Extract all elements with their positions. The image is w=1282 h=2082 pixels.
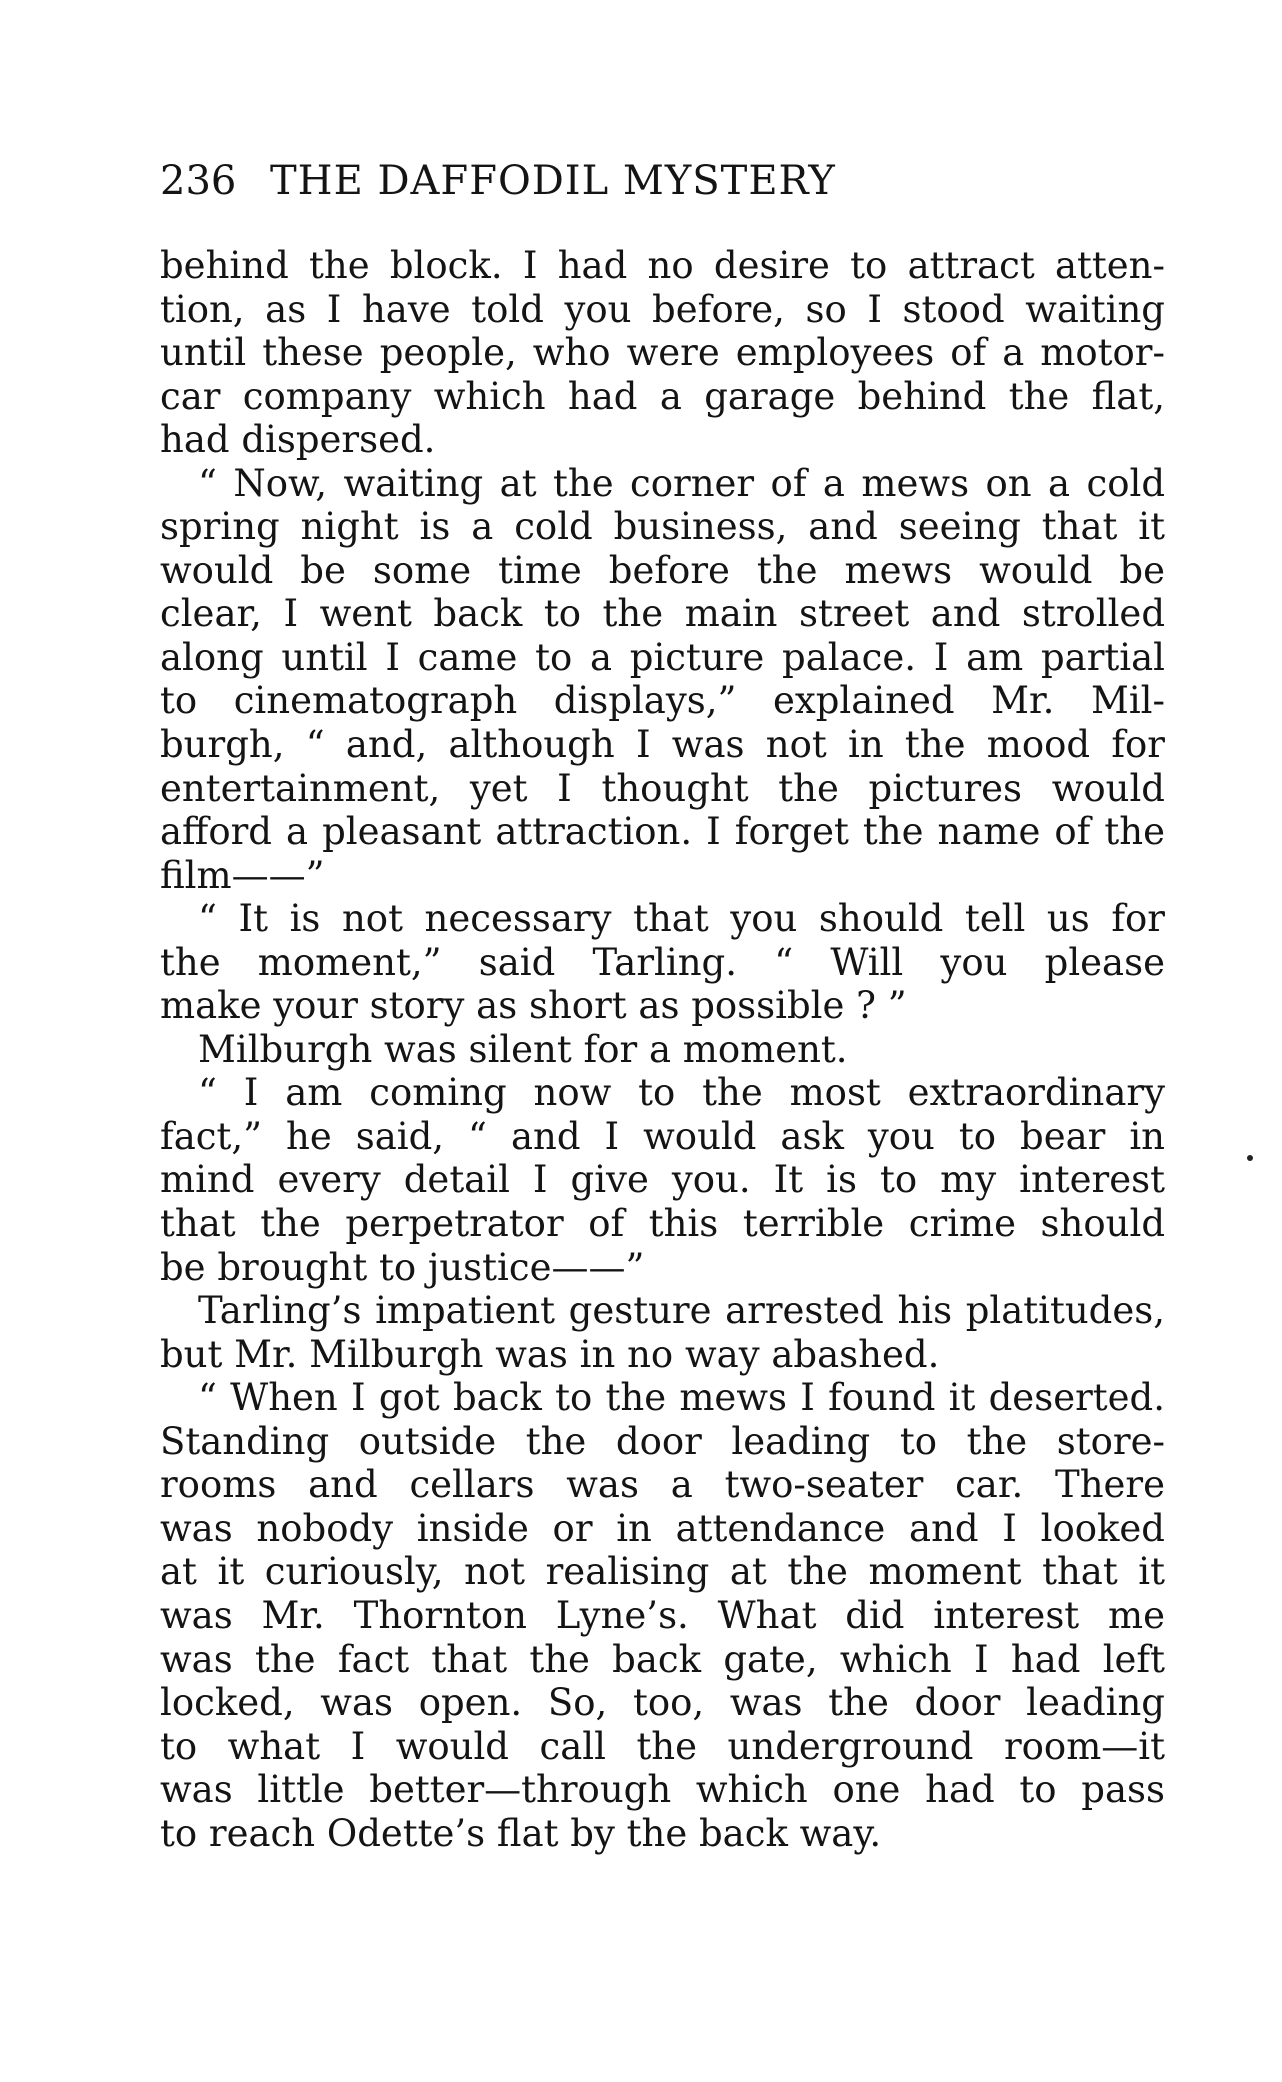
text-line: fact,” he said, “ and I would ask you to bear in <box>160 1114 1165 1158</box>
text-line: Tarling’s impatient gesture arrested his platitudes, <box>198 1289 1165 1333</box>
text-line: until these people, who were employees of a motor- <box>160 331 1165 375</box>
text-line: Milburgh was silent for a moment. <box>198 1027 848 1071</box>
text-line: Standing outside the door leading to the store- <box>160 1419 1165 1463</box>
text-line: rooms and cellars was a two-seater car. There <box>160 1463 1165 1507</box>
text-line: entertainment, yet I thought the pictures would <box>160 766 1165 810</box>
print-speck <box>1247 1155 1253 1161</box>
text-line: behind the block. I had no desire to attract atten- <box>160 244 1165 287</box>
text-line: was the fact that the back gate, which I had left <box>160 1637 1165 1681</box>
text-line: car company which had a garage behind the flat, <box>160 374 1165 418</box>
text-line: film——” <box>160 853 325 897</box>
text-line: at it curiously, not realising at the moment that it <box>160 1550 1165 1594</box>
text-line: “ Now, waiting at the corner of a mews on a cold <box>198 461 1165 505</box>
text-line: was nobody inside or in attendance and I looked <box>160 1506 1165 1550</box>
text-line: had dispersed. <box>160 418 436 462</box>
text-line: was little better—through which one had to pass <box>160 1768 1165 1812</box>
text-line: along until I came to a picture palace. I am partial <box>160 635 1165 679</box>
text-line: would be some time before the mews would be <box>160 548 1165 592</box>
body-text <box>160 244 1165 1855</box>
text-line: to what I would call the underground room—it <box>160 1724 1165 1768</box>
text-line: mind every detail I give you. It is to my interest <box>160 1158 1165 1202</box>
text-line: locked, was open. So, too, was the door leading <box>160 1681 1165 1725</box>
text-line: to cinematograph displays,” explained Mr. Mil- <box>160 679 1165 723</box>
text-line: burgh, “ and, although I was not in the mood for <box>160 723 1165 767</box>
text-line: spring night is a cold business, and seeing that it <box>160 505 1165 549</box>
text-line: make your story as short as possible ? ” <box>160 984 907 1028</box>
running-title: THE DAFFODIL MYSTERY <box>270 158 836 204</box>
text-line: afford a pleasant attraction. I forget the name of the <box>160 810 1165 854</box>
text-line: be brought to justice——” <box>160 1245 645 1289</box>
text-line: “ When I got back to the mews I found it deserted. <box>198 1376 1165 1420</box>
text-line: was Mr. Thornton Lyne’s. What did interest me <box>160 1593 1165 1637</box>
text-line: that the perpetrator of this terrible crime should <box>160 1202 1165 1246</box>
page-header <box>160 153 1160 209</box>
text-line: but Mr. Milburgh was in no way abashed. <box>160 1332 940 1376</box>
text-line: tion, as I have told you before, so I stood waiting <box>160 287 1165 331</box>
text-line: clear, I went back to the main street and strolled <box>160 592 1165 636</box>
text-line: “ It is not necessary that you should tell us for <box>198 897 1165 941</box>
text-line: the moment,” said Tarling. “ Will you please <box>160 940 1165 984</box>
text-line: to reach Odette’s flat by the back way. <box>160 1811 882 1855</box>
page-number: 236 <box>160 158 237 204</box>
text-line: “ I am coming now to the most extraordinary <box>198 1071 1165 1115</box>
